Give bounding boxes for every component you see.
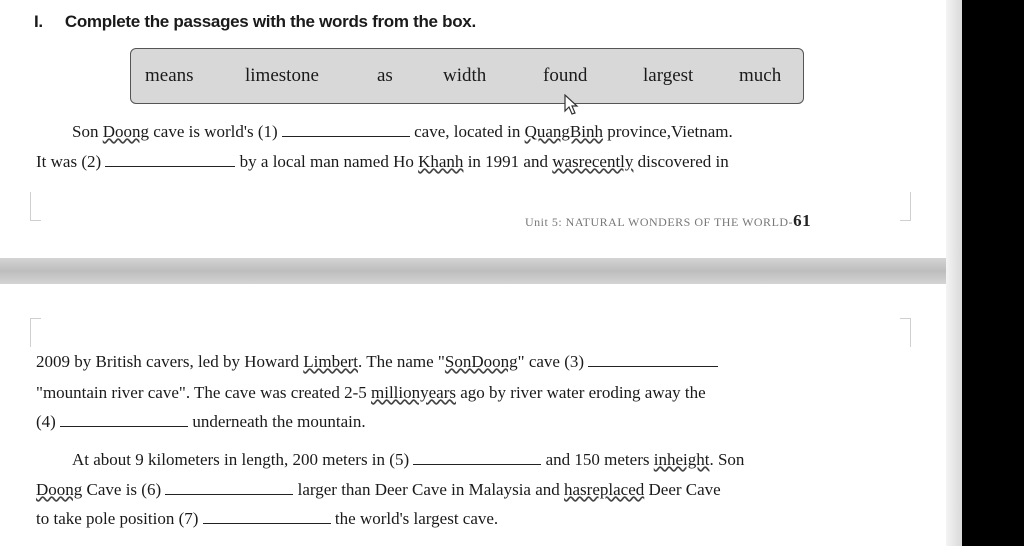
page-corner-mark xyxy=(900,192,911,221)
passage-text: province,Vietnam. xyxy=(602,122,733,141)
page-footer xyxy=(525,211,811,231)
blank-1[interactable] xyxy=(282,122,410,137)
word-as: as xyxy=(377,65,393,86)
passage-line-3 xyxy=(36,352,718,372)
passage-text: At about 9 kilometers in length, 200 meters in (5) xyxy=(72,450,414,469)
page-corner-mark xyxy=(30,318,41,347)
underlined-text: Doong xyxy=(36,480,83,499)
mouse-cursor-icon xyxy=(563,94,579,116)
passage-text: (4) xyxy=(36,412,61,431)
passage-text: cave, located in xyxy=(409,122,525,141)
passage-text: the world's largest cave. xyxy=(330,509,499,528)
passage-text: " cave (3) xyxy=(517,352,589,371)
passage-text: larger than Deer Cave in Malaysia and xyxy=(293,480,565,499)
page-corner-mark xyxy=(30,192,41,221)
page-number: 61 xyxy=(793,211,812,230)
passage-line-6 xyxy=(72,450,744,470)
passage-text: in 1991 and xyxy=(463,152,553,171)
passage-line-4 xyxy=(36,383,706,403)
page-corner-mark xyxy=(900,318,911,347)
underlined-text: SonDoong xyxy=(444,352,518,371)
page-break xyxy=(0,258,946,284)
blank-7[interactable] xyxy=(203,509,331,524)
underlined-text: Khanh xyxy=(418,152,464,171)
passage-line-8 xyxy=(36,509,498,529)
passage-text: and 150 meters xyxy=(541,450,654,469)
blank-4[interactable] xyxy=(60,412,188,427)
word-width: width xyxy=(443,65,487,86)
word-means: means xyxy=(145,65,194,86)
blank-5[interactable] xyxy=(413,450,541,465)
passage-line-5 xyxy=(36,412,366,432)
passage-text: underneath the mountain. xyxy=(188,412,366,431)
passage-text: by a local man named Ho xyxy=(235,152,419,171)
blank-2[interactable] xyxy=(105,152,235,167)
passage-text: 2009 by British cavers, led by Howard xyxy=(36,352,304,371)
blank-3[interactable] xyxy=(588,352,718,367)
underlined-text: inheight xyxy=(653,450,710,469)
passage-text: ago by river water eroding away the xyxy=(455,383,706,402)
underlined-text: hasreplaced xyxy=(564,480,645,499)
exercise-instruction: Complete the passages with the words from the box. xyxy=(64,12,476,31)
exercise-heading xyxy=(34,12,476,32)
underlined-text: millionyears xyxy=(371,383,456,402)
passage-text: Deer Cave xyxy=(644,480,721,499)
passage-text: . The name " xyxy=(358,352,445,371)
passage-text: Son xyxy=(72,122,103,141)
passage-text: It was (2) xyxy=(36,152,106,171)
passage-text: . Son xyxy=(709,450,745,469)
word-limestone: limestone xyxy=(245,65,319,86)
passage-line-1 xyxy=(72,122,733,142)
passage-text: Cave is (6) xyxy=(82,480,166,499)
word-largest: largest xyxy=(643,65,694,86)
passage-text: to take pole position (7) xyxy=(36,509,203,528)
passage-line-2 xyxy=(36,152,729,172)
underlined-text: QuangBinh xyxy=(524,122,603,141)
underlined-text: Doong xyxy=(102,122,149,141)
word-box xyxy=(130,48,804,104)
page-edge-shade xyxy=(946,0,962,546)
word-much: much xyxy=(739,65,782,86)
exercise-number: I. xyxy=(34,12,43,31)
underlined-text: wasrecently xyxy=(552,152,634,171)
underlined-text: Limbert xyxy=(303,352,358,371)
passage-text: "mountain river cave". The cave was created 2-5 xyxy=(36,383,371,402)
passage-text: cave is world's (1) xyxy=(149,122,282,141)
footer-unit: Unit 5: NATURAL WONDERS OF THE WORLD- xyxy=(525,215,794,229)
passage-text: discovered in xyxy=(633,152,729,171)
passage-line-7 xyxy=(36,480,721,500)
blank-6[interactable] xyxy=(165,480,293,495)
word-found: found xyxy=(543,65,588,86)
